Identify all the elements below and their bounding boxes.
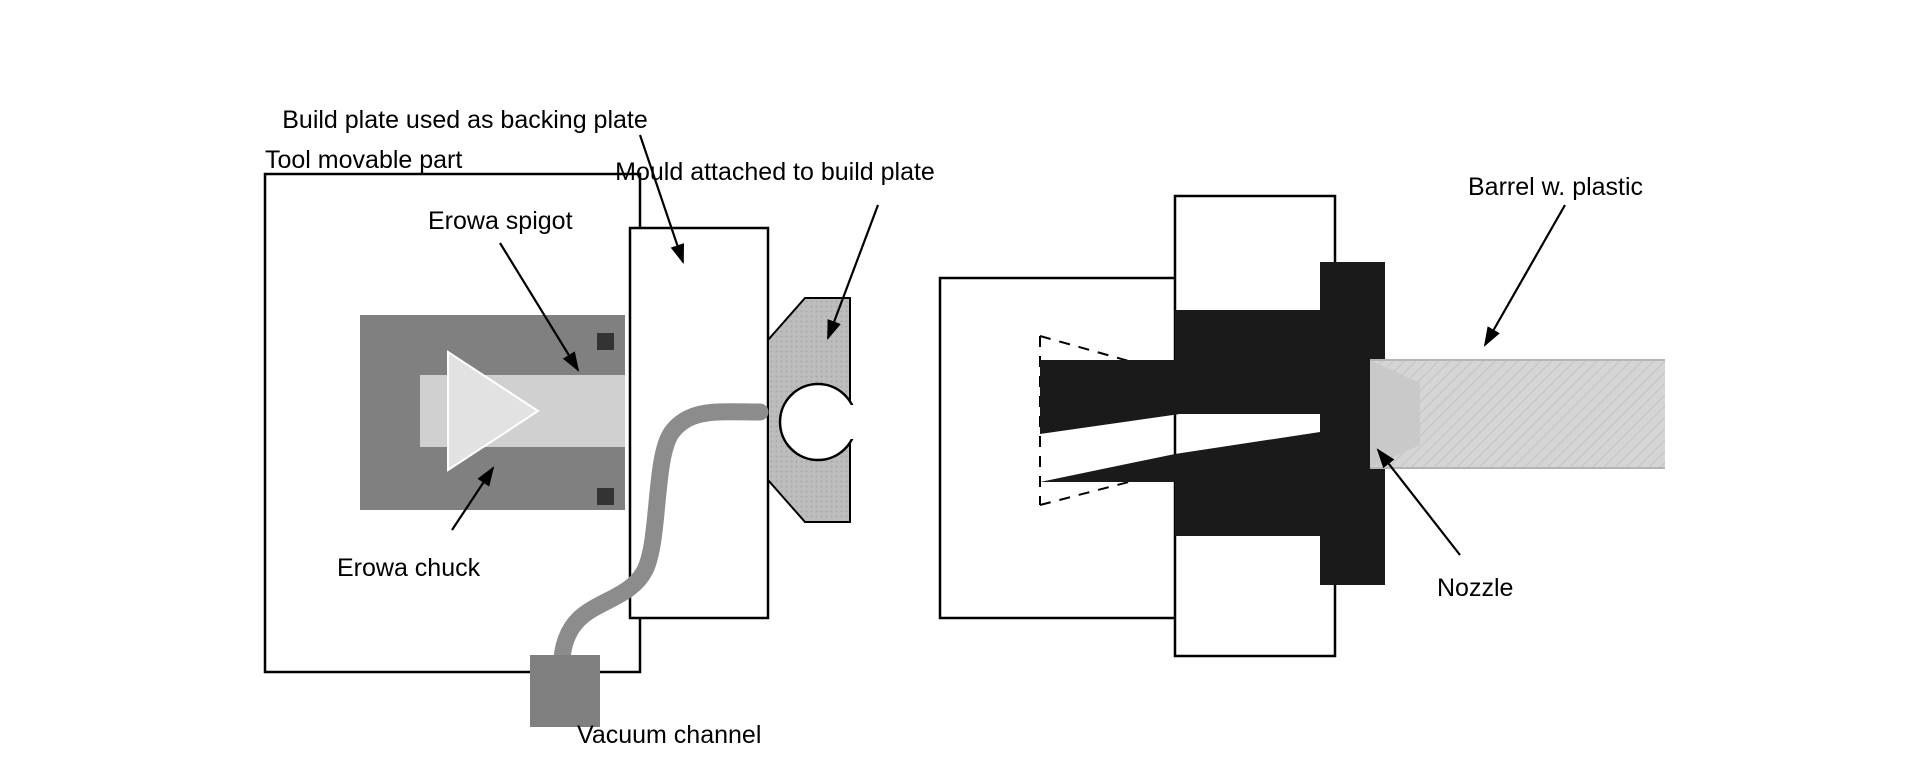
label-barrel-w-plastic: Barrel w. plastic [1468,173,1644,201]
right-plate-outline [940,278,1180,618]
label-erowa-chuck: Erowa chuck [337,554,481,582]
mould-group [768,298,877,522]
leader-barrel [1485,205,1565,345]
chuck-bolt-bottom-icon [597,488,614,505]
tool-movable-part-group [265,174,640,672]
label-build-plate: Build plate used as backing plate [282,106,648,134]
label-nozzle: Nozzle [1437,574,1514,602]
mould-gate-gap [845,405,877,439]
leader-mould [828,205,878,338]
tool-fixed-block-outline [1175,196,1335,656]
label-mould-attached: Mould attached to build plate [615,158,935,186]
chuck-bolt-top-icon [597,333,614,350]
injection-side-group [940,196,1665,656]
label-tool-movable-part: Tool movable part [265,146,463,174]
mould-cavity-circle [780,384,856,460]
label-vacuum-channel: Vacuum channel [577,721,762,749]
vacuum-pump-box [530,655,600,727]
label-erowa-spigot: Erowa spigot [428,207,573,235]
